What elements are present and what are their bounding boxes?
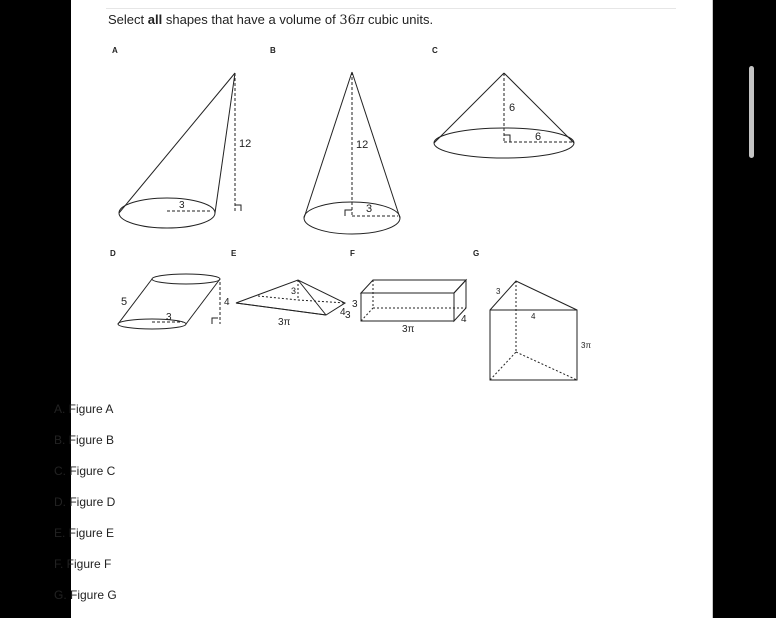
choice-figure-f[interactable]: F. Figure F [54,557,112,571]
figure-e-height-label: 3 [291,286,297,296]
figure-c-radius-label: 6 [535,131,542,143]
figure-label-g: G [473,249,480,258]
figure-d-slant-label: 5 [121,296,128,308]
figure-f-length-label: 3π [402,324,415,335]
figure-label-a: A [112,46,118,55]
question-text: Select all shapes that have a volume of 36π cubic units. [108,12,434,28]
figure-f-rectangular-prism [345,280,467,335]
figure-label-c: C [432,46,438,55]
choice-figure-b[interactable]: B. Figure B [54,433,115,447]
choice-figure-g[interactable]: G. Figure G [54,588,117,602]
figure-a-oblique-cone [119,73,251,228]
choice-figure-a[interactable]: A. Figure A [54,402,114,416]
figure-d-oblique-cylinder [118,274,230,329]
figure-label-d: D [110,249,116,258]
figure-b-radius-label: 3 [366,203,373,215]
figure-c-height-label: 6 [509,102,516,114]
figure-a-radius-label: 3 [179,200,185,211]
figure-g-leg-a-label: 3 [496,287,501,296]
scrollbar[interactable] [749,66,754,158]
choice-figure-d[interactable]: D. Figure D [54,495,116,509]
figure-g-length-label: 3π [581,341,591,350]
figure-e-pyramid [236,280,346,328]
choice-figure-e[interactable]: E. Figure E [54,526,115,540]
figure-d-height-label: 4 [224,297,230,308]
figure-label-e: E [231,249,237,258]
figure-e-depth-label: 3 [345,310,351,321]
figure-label-b: B [270,46,276,55]
figure-e-base-label: 3π [278,317,291,328]
figure-b-height-label: 12 [356,139,369,151]
figure-f-width-label: 4 [461,314,467,325]
figure-g-triangular-prism [490,281,591,380]
figure-d-radius-label: 3 [166,312,172,323]
figure-e-side-label: 4 [340,307,346,318]
figure-b-right-cone [304,72,400,234]
figure-f-height-label: 3 [352,299,358,310]
figure-a-height-label: 12 [239,138,252,150]
figure-g-leg-b-label: 4 [531,312,536,321]
figure-c-wide-cone [434,73,574,158]
choice-figure-c[interactable]: C. Figure C [54,464,116,478]
figure-label-f: F [350,249,355,258]
